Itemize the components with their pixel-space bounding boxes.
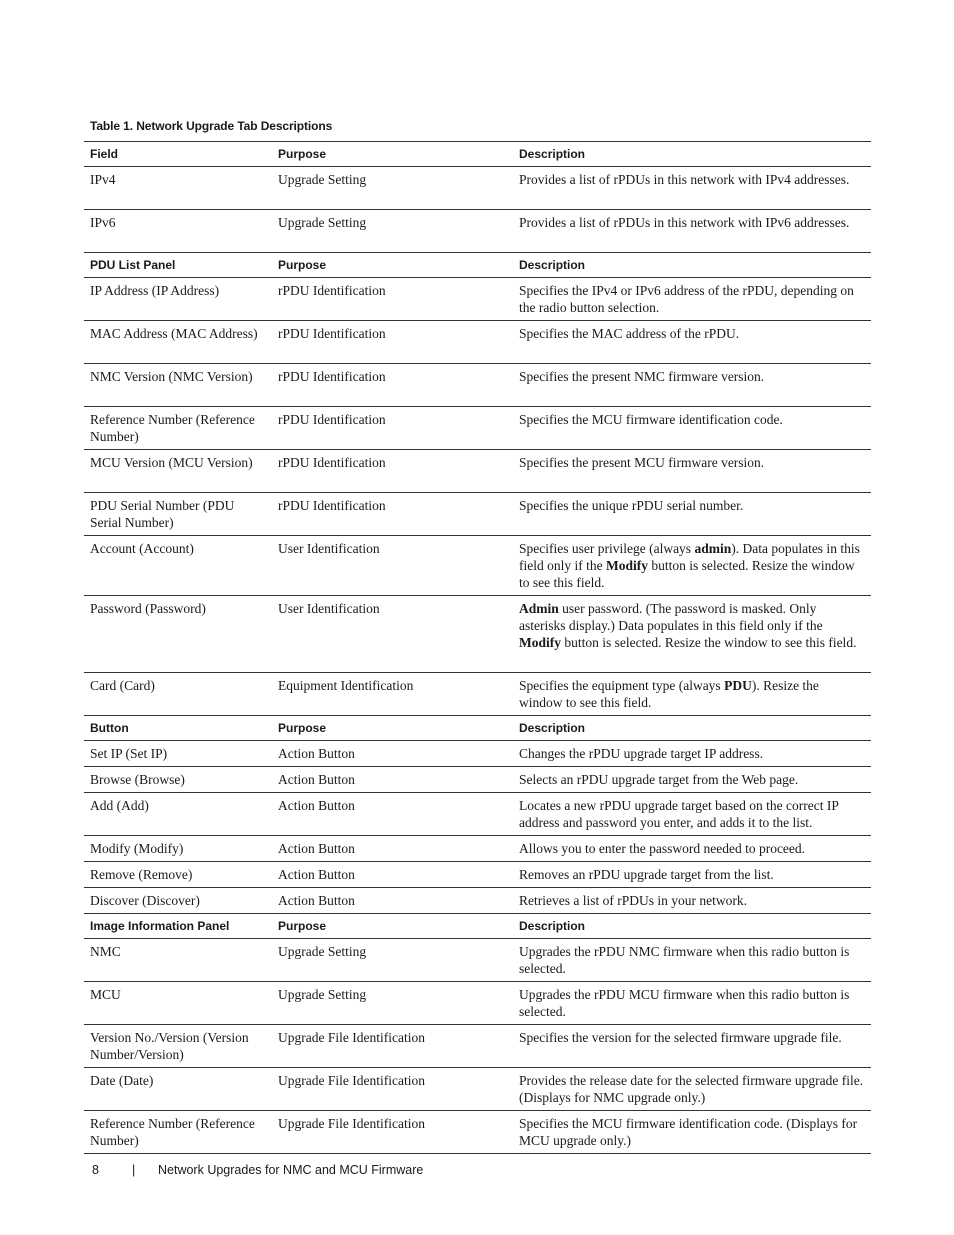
purpose-cell: Equipment Identification bbox=[272, 673, 513, 716]
description-cell bbox=[513, 536, 871, 596]
field-cell: MAC Address (MAC Address) bbox=[84, 321, 272, 364]
bold-term: Modify bbox=[519, 635, 561, 650]
header-description: Description bbox=[513, 716, 871, 741]
header-purpose: Purpose bbox=[272, 253, 513, 278]
field-cell: IPv6 bbox=[84, 210, 272, 253]
description-cell bbox=[513, 596, 871, 673]
section-header-row bbox=[84, 142, 871, 167]
field-cell: MCU Version (MCU Version) bbox=[84, 450, 272, 493]
table-row bbox=[84, 407, 871, 450]
page-number: 8 bbox=[92, 1163, 99, 1177]
field-cell: IPv4 bbox=[84, 167, 272, 210]
description-cell: Specifies the MCU firmware identification code. bbox=[513, 407, 871, 450]
description-cell: Allows you to enter the password needed to proceed. bbox=[513, 836, 871, 862]
purpose-cell: Action Button bbox=[272, 767, 513, 793]
text-run: button is selected. Resize the window to see this field. bbox=[561, 635, 857, 650]
description-cell: Specifies the present NMC firmware version. bbox=[513, 364, 871, 407]
header-purpose: Purpose bbox=[272, 716, 513, 741]
purpose-cell: rPDU Identification bbox=[272, 364, 513, 407]
table-row bbox=[84, 278, 871, 321]
field-cell: Reference Number (Reference Number) bbox=[84, 407, 272, 450]
purpose-cell: Upgrade Setting bbox=[272, 939, 513, 982]
table-row bbox=[84, 364, 871, 407]
header-description: Description bbox=[513, 142, 871, 167]
text-run: button is selected. Resize the window to see this field. bbox=[519, 558, 855, 590]
table-row bbox=[84, 450, 871, 493]
description-cell: Upgrades the rPDU NMC firmware when this radio button is selected. bbox=[513, 939, 871, 982]
description-cell: Specifies the version for the selected firmware upgrade file. bbox=[513, 1025, 871, 1068]
table-row bbox=[84, 741, 871, 767]
table-row bbox=[84, 321, 871, 364]
table-row bbox=[84, 493, 871, 536]
description-cell: Specifies the MAC address of the rPDU. bbox=[513, 321, 871, 364]
section-header-row bbox=[84, 716, 871, 741]
field-cell: Modify (Modify) bbox=[84, 836, 272, 862]
description-cell: Specifies the unique rPDU serial number. bbox=[513, 493, 871, 536]
purpose-cell: Action Button bbox=[272, 741, 513, 767]
purpose-cell: Upgrade File Identification bbox=[272, 1068, 513, 1111]
field-cell: NMC Version (NMC Version) bbox=[84, 364, 272, 407]
network-upgrade-table bbox=[84, 141, 871, 1154]
description-cell: Specifies the MCU firmware identification code. (Displays for MCU upgrade only.) bbox=[513, 1111, 871, 1154]
field-cell: Account (Account) bbox=[84, 536, 272, 596]
field-cell: IP Address (IP Address) bbox=[84, 278, 272, 321]
description-cell: Specifies the present MCU firmware version. bbox=[513, 450, 871, 493]
field-cell: Discover (Discover) bbox=[84, 888, 272, 914]
field-cell: Version No./Version (Version Number/Version) bbox=[84, 1025, 272, 1068]
description-cell: Removes an rPDU upgrade target from the list. bbox=[513, 862, 871, 888]
field-cell: Date (Date) bbox=[84, 1068, 272, 1111]
table-row bbox=[84, 767, 871, 793]
table-row bbox=[84, 862, 871, 888]
table-row bbox=[84, 836, 871, 862]
purpose-cell: Upgrade File Identification bbox=[272, 1025, 513, 1068]
field-cell: MCU bbox=[84, 982, 272, 1025]
text-run: user password. (The password is masked. Only asterisks display.) Data populates in this field only if the bbox=[519, 601, 823, 633]
purpose-cell: rPDU Identification bbox=[272, 321, 513, 364]
header-field: Field bbox=[84, 142, 272, 167]
table-row bbox=[84, 982, 871, 1025]
purpose-cell: rPDU Identification bbox=[272, 278, 513, 321]
purpose-cell: rPDU Identification bbox=[272, 407, 513, 450]
table-row bbox=[84, 888, 871, 914]
bold-term: admin bbox=[694, 541, 732, 556]
header-field: PDU List Panel bbox=[84, 253, 272, 278]
text-run: ). Data populates in this field only if the bbox=[519, 541, 860, 573]
table-row bbox=[84, 596, 871, 673]
description-cell: Locates a new rPDU upgrade target based on the correct IP address and password you enter, and adds it to the list. bbox=[513, 793, 871, 836]
header-description: Description bbox=[513, 914, 871, 939]
purpose-cell: Upgrade File Identification bbox=[272, 1111, 513, 1154]
description-cell: Provides a list of rPDUs in this network with IPv6 addresses. bbox=[513, 210, 871, 253]
bold-term: Admin bbox=[519, 601, 559, 616]
header-purpose: Purpose bbox=[272, 914, 513, 939]
purpose-cell: rPDU Identification bbox=[272, 450, 513, 493]
description-cell: Specifies the IPv4 or IPv6 address of the rPDU, depending on the radio button selection. bbox=[513, 278, 871, 321]
purpose-cell: Action Button bbox=[272, 862, 513, 888]
header-description: Description bbox=[513, 253, 871, 278]
purpose-cell: Upgrade Setting bbox=[272, 210, 513, 253]
purpose-cell: Action Button bbox=[272, 836, 513, 862]
table-caption: Table 1. Network Upgrade Tab Descriptions bbox=[90, 119, 333, 133]
purpose-cell: User Identification bbox=[272, 536, 513, 596]
field-cell: Reference Number (Reference Number) bbox=[84, 1111, 272, 1154]
header-field: Button bbox=[84, 716, 272, 741]
description-cell: Retrieves a list of rPDUs in your network. bbox=[513, 888, 871, 914]
field-cell: NMC bbox=[84, 939, 272, 982]
footer-separator: | bbox=[132, 1163, 136, 1177]
description-cell: Provides a list of rPDUs in this network with IPv4 addresses. bbox=[513, 167, 871, 210]
footer-title: Network Upgrades for NMC and MCU Firmware bbox=[158, 1163, 424, 1177]
field-cell: Set IP (Set IP) bbox=[84, 741, 272, 767]
purpose-cell: Upgrade Setting bbox=[272, 982, 513, 1025]
description-cell: Upgrades the rPDU MCU firmware when this radio button is selected. bbox=[513, 982, 871, 1025]
table-row bbox=[84, 1111, 871, 1154]
section-header-row bbox=[84, 253, 871, 278]
field-cell: PDU Serial Number (PDU Serial Number) bbox=[84, 493, 272, 536]
text-run: ). Resize the window to see this field. bbox=[519, 678, 819, 710]
description-cell: Provides the release date for the selected firmware upgrade file. (Displays for NMC upgrade only.) bbox=[513, 1068, 871, 1111]
table-row bbox=[84, 673, 871, 716]
header-purpose: Purpose bbox=[272, 142, 513, 167]
field-cell: Card (Card) bbox=[84, 673, 272, 716]
bold-term: PDU bbox=[724, 678, 752, 693]
field-cell: Add (Add) bbox=[84, 793, 272, 836]
bold-term: Modify bbox=[605, 558, 648, 573]
purpose-cell: rPDU Identification bbox=[272, 493, 513, 536]
table-row bbox=[84, 210, 871, 253]
table-row bbox=[84, 536, 871, 596]
purpose-cell: User Identification bbox=[272, 596, 513, 673]
table-row bbox=[84, 793, 871, 836]
description-cell: Changes the rPDU upgrade target IP address. bbox=[513, 741, 871, 767]
table-row bbox=[84, 1025, 871, 1068]
table-row bbox=[84, 1068, 871, 1111]
description-cell: Selects an rPDU upgrade target from the Web page. bbox=[513, 767, 871, 793]
header-field: Image Information Panel bbox=[84, 914, 272, 939]
section-header-row bbox=[84, 914, 871, 939]
field-cell: Password (Password) bbox=[84, 596, 272, 673]
description-cell bbox=[513, 673, 871, 716]
text-run: Specifies user privilege (always bbox=[519, 541, 695, 556]
text-run: Specifies the equipment type (always bbox=[519, 678, 725, 693]
table-row bbox=[84, 167, 871, 210]
field-cell: Browse (Browse) bbox=[84, 767, 272, 793]
purpose-cell: Action Button bbox=[272, 793, 513, 836]
purpose-cell: Upgrade Setting bbox=[272, 167, 513, 210]
table-row bbox=[84, 939, 871, 982]
purpose-cell: Action Button bbox=[272, 888, 513, 914]
field-cell: Remove (Remove) bbox=[84, 862, 272, 888]
